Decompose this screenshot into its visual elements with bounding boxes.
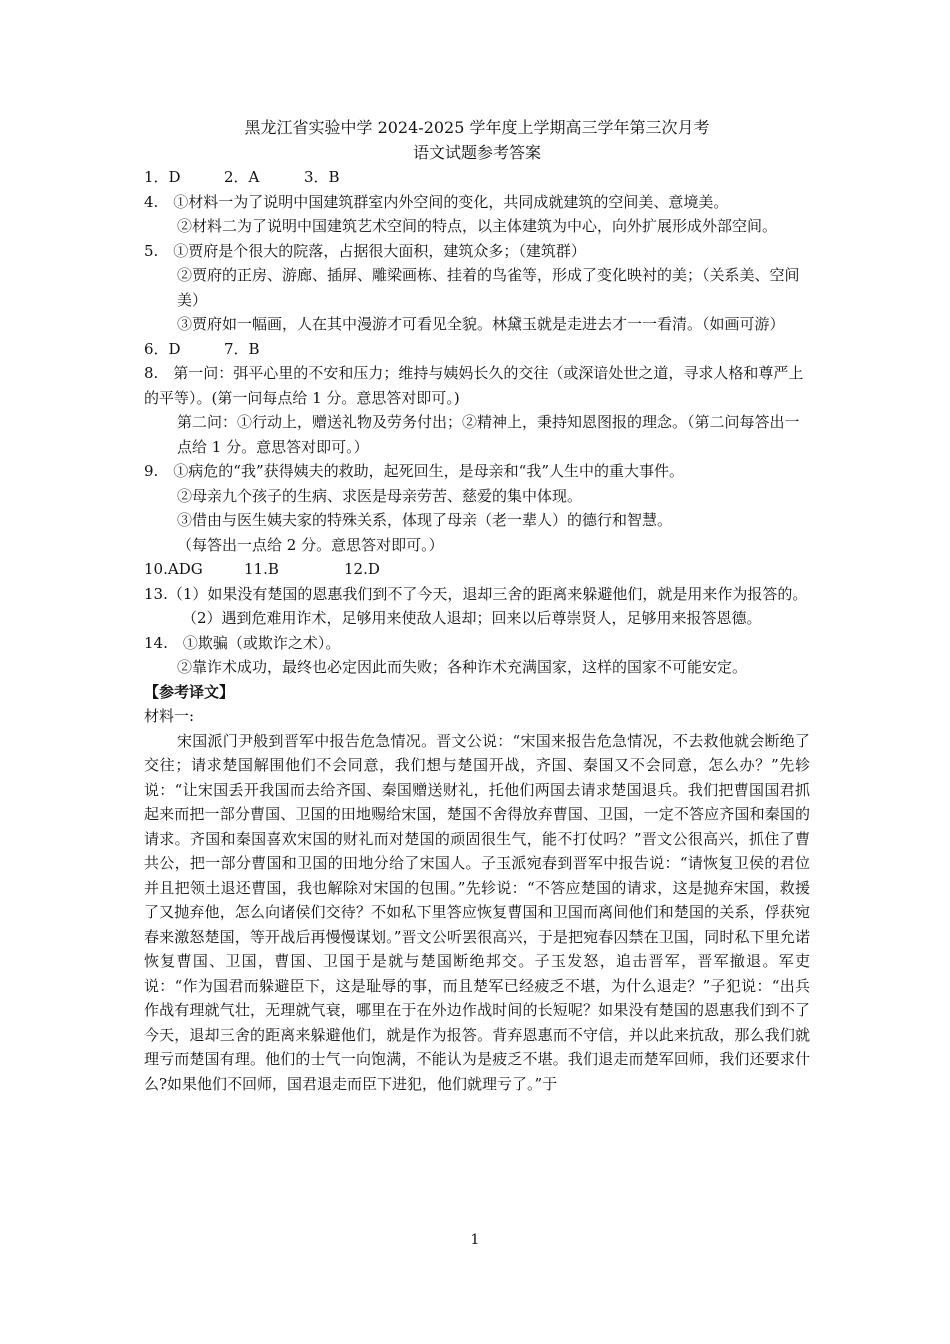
answers-1-3: [144, 165, 810, 190]
answer-1: 1．D: [144, 168, 181, 186]
answer-5-point-1: 5. ①贾府是个很大的院落，占据很大面积，建筑众多；（建筑群）: [144, 241, 586, 260]
answer-9-point-1: 9. ①病危的“我”获得姨夫的救助，起死回生，是母亲和“我”人生中的重大事件。: [144, 462, 684, 480]
answer-14-point-1: 14. ①欺骗（或欺诈之术）。: [144, 633, 341, 652]
exam-title: 黑龙江省实验中学 2024-2025 学年度上学期高三学年第三次月考: [244, 118, 710, 137]
answer-12: 12.D: [344, 560, 380, 578]
answer-9-scoring-note: （每答出一点给 2 分。意思答对即可。）: [177, 535, 444, 554]
answer-11: 11.B: [244, 560, 279, 578]
answer-5-point-3: ③贾府如一幅画，人在其中漫游才可看见全貌。林黛玉就是走进去才一一看清。（如画可游）: [177, 315, 785, 333]
answer-key-content: [144, 116, 810, 1096]
material-label: 材料一:: [144, 707, 195, 725]
answers-6-7: [144, 337, 810, 362]
answer-3: 3．B: [304, 168, 340, 186]
answer-4-point-1: 4. ①材料一为了说明中国建筑群室内外空间的变化，共同成就建筑的空间美、意境美。: [144, 192, 729, 211]
answer-13-sentence-1: 13.（1）如果没有楚国的恩惠我们到不了今天，退却三舍的距离来躲避他们，就是用来作为报答的。: [144, 584, 808, 603]
answer-9-point-3: ③借由与医生姨夫家的特殊关系，体现了母亲（老一辈人）的德行和智慧。: [177, 511, 673, 529]
answer-key-title: 语文试题参考答案: [412, 142, 541, 162]
answer-14-point-2: ②靠诈术成功，最终也必定因此而失败；各种诈术充满国家，这样的国家不可能安定。: [177, 658, 748, 676]
answer-6: 6．D: [144, 339, 181, 358]
answer-2: 2．A: [224, 168, 260, 186]
answer-9-point-2: ②母亲九个孩子的生病、求医是母亲劳苦、慈爱的集中体现。: [177, 486, 583, 505]
answer-8-part-1: 8. 第一问：弭平心里的不安和压力；维持与姨妈长久的交往（或深谙处世之道，寻求人格和尊严上的平等）。(第一问每点给 1 分。意思答对即可。): [144, 364, 804, 407]
answer-7: 7．B: [224, 339, 260, 358]
answer-13-sentence-2: （2）遇到危难用诈术，足够用来使敌人退却；回来以后尊崇贤人，足够用来报答恩德。: [182, 609, 762, 627]
answer-5-point-2: ②贾府的正房、游廊、插屏、雕梁画栋、挂着的鸟雀等，形成了变化映衬的美；（关系美、空间美）: [177, 266, 800, 309]
answers-10-12: [144, 557, 810, 582]
answer-4-point-2: ②材料二为了说明中国建筑艺术空间的特点，以主体建筑为中心，向外扩展形成外部空间。: [177, 217, 778, 235]
answer-10: 10.ADG: [144, 560, 203, 578]
page-number: 1: [470, 1232, 480, 1248]
answer-8-part-2: 第二问：①行动上，赠送礼物及劳务付出；②精神上，秉持知恩图报的理念。（第二问每答出一点给 1 分。意思答对即可。）: [177, 413, 800, 456]
translation-paragraph: 宋国派门尹般到晋军中报告危急情况。晋文公说：“宋国来报告危急情况，不去救他就会断绝了交往；请求楚国解围他们不会同意，我们想与楚国开战，齐国、秦国又不会同意，怎么办？”先轸说：“让宋国丢开我国而去给齐国、秦国赠送财礼，托他们两国去请求楚国退兵。我们把曹国国君抓起来而把一部分曹国、卫国的田地赐给宋国，楚国不舍得放弃曹国、卫国，一定不答应齐国和秦国的请求。齐国和秦国喜欢宋国的财礼而对楚国的顽固很生气，能不打仗吗？”晋文公很高兴，抓住了曹共公，把一部分曹国和卫国的田地分给了宋国人。子玉派宛春到晋军中报告说：“请恢复卫侯的君位并且把领土退还曹国，我也解除对宋国的包围。”先轸说：“不答应楚国的请求，这是抛弃宋国，救援了又抛弃他，怎么向诸侯们交待？不如私下里答应恢复曹国和卫国而离间他们和楚国的关系，俘获宛春来激怒楚国，等开战后再慢慢谋划。”晋文公听罢很高兴，于是把宛春囚禁在卫国，同时私下里允诺恢复曹国、卫国，曹国、卫国于是就与楚国断绝邦交。子玉发怒，追击晋军，晋军撤退。军吏说：“作为国君而躲避臣下，这是耻辱的事，而且楚军已经疲乏不堪，为什么退走？”子犯说：“出兵作战有理就气壮，无理就气衰，哪里在于在外边作战时间的长短呢？如果没有楚国的恩惠我们到不了今天，退却三舍的距离来躲避他们，就是作为报答。背弃恩惠而不守信，并以此来抗敌，那么我们就理亏而楚国有理。他们的士气一向饱满，不能认为是疲乏不堪。我们退走而楚军回师，我们还要求什么?如果他们不回师，国君退走而臣下进犯，他们就理亏了。”于: [144, 731, 810, 1093]
translation-heading: 【参考译文】: [144, 682, 235, 701]
